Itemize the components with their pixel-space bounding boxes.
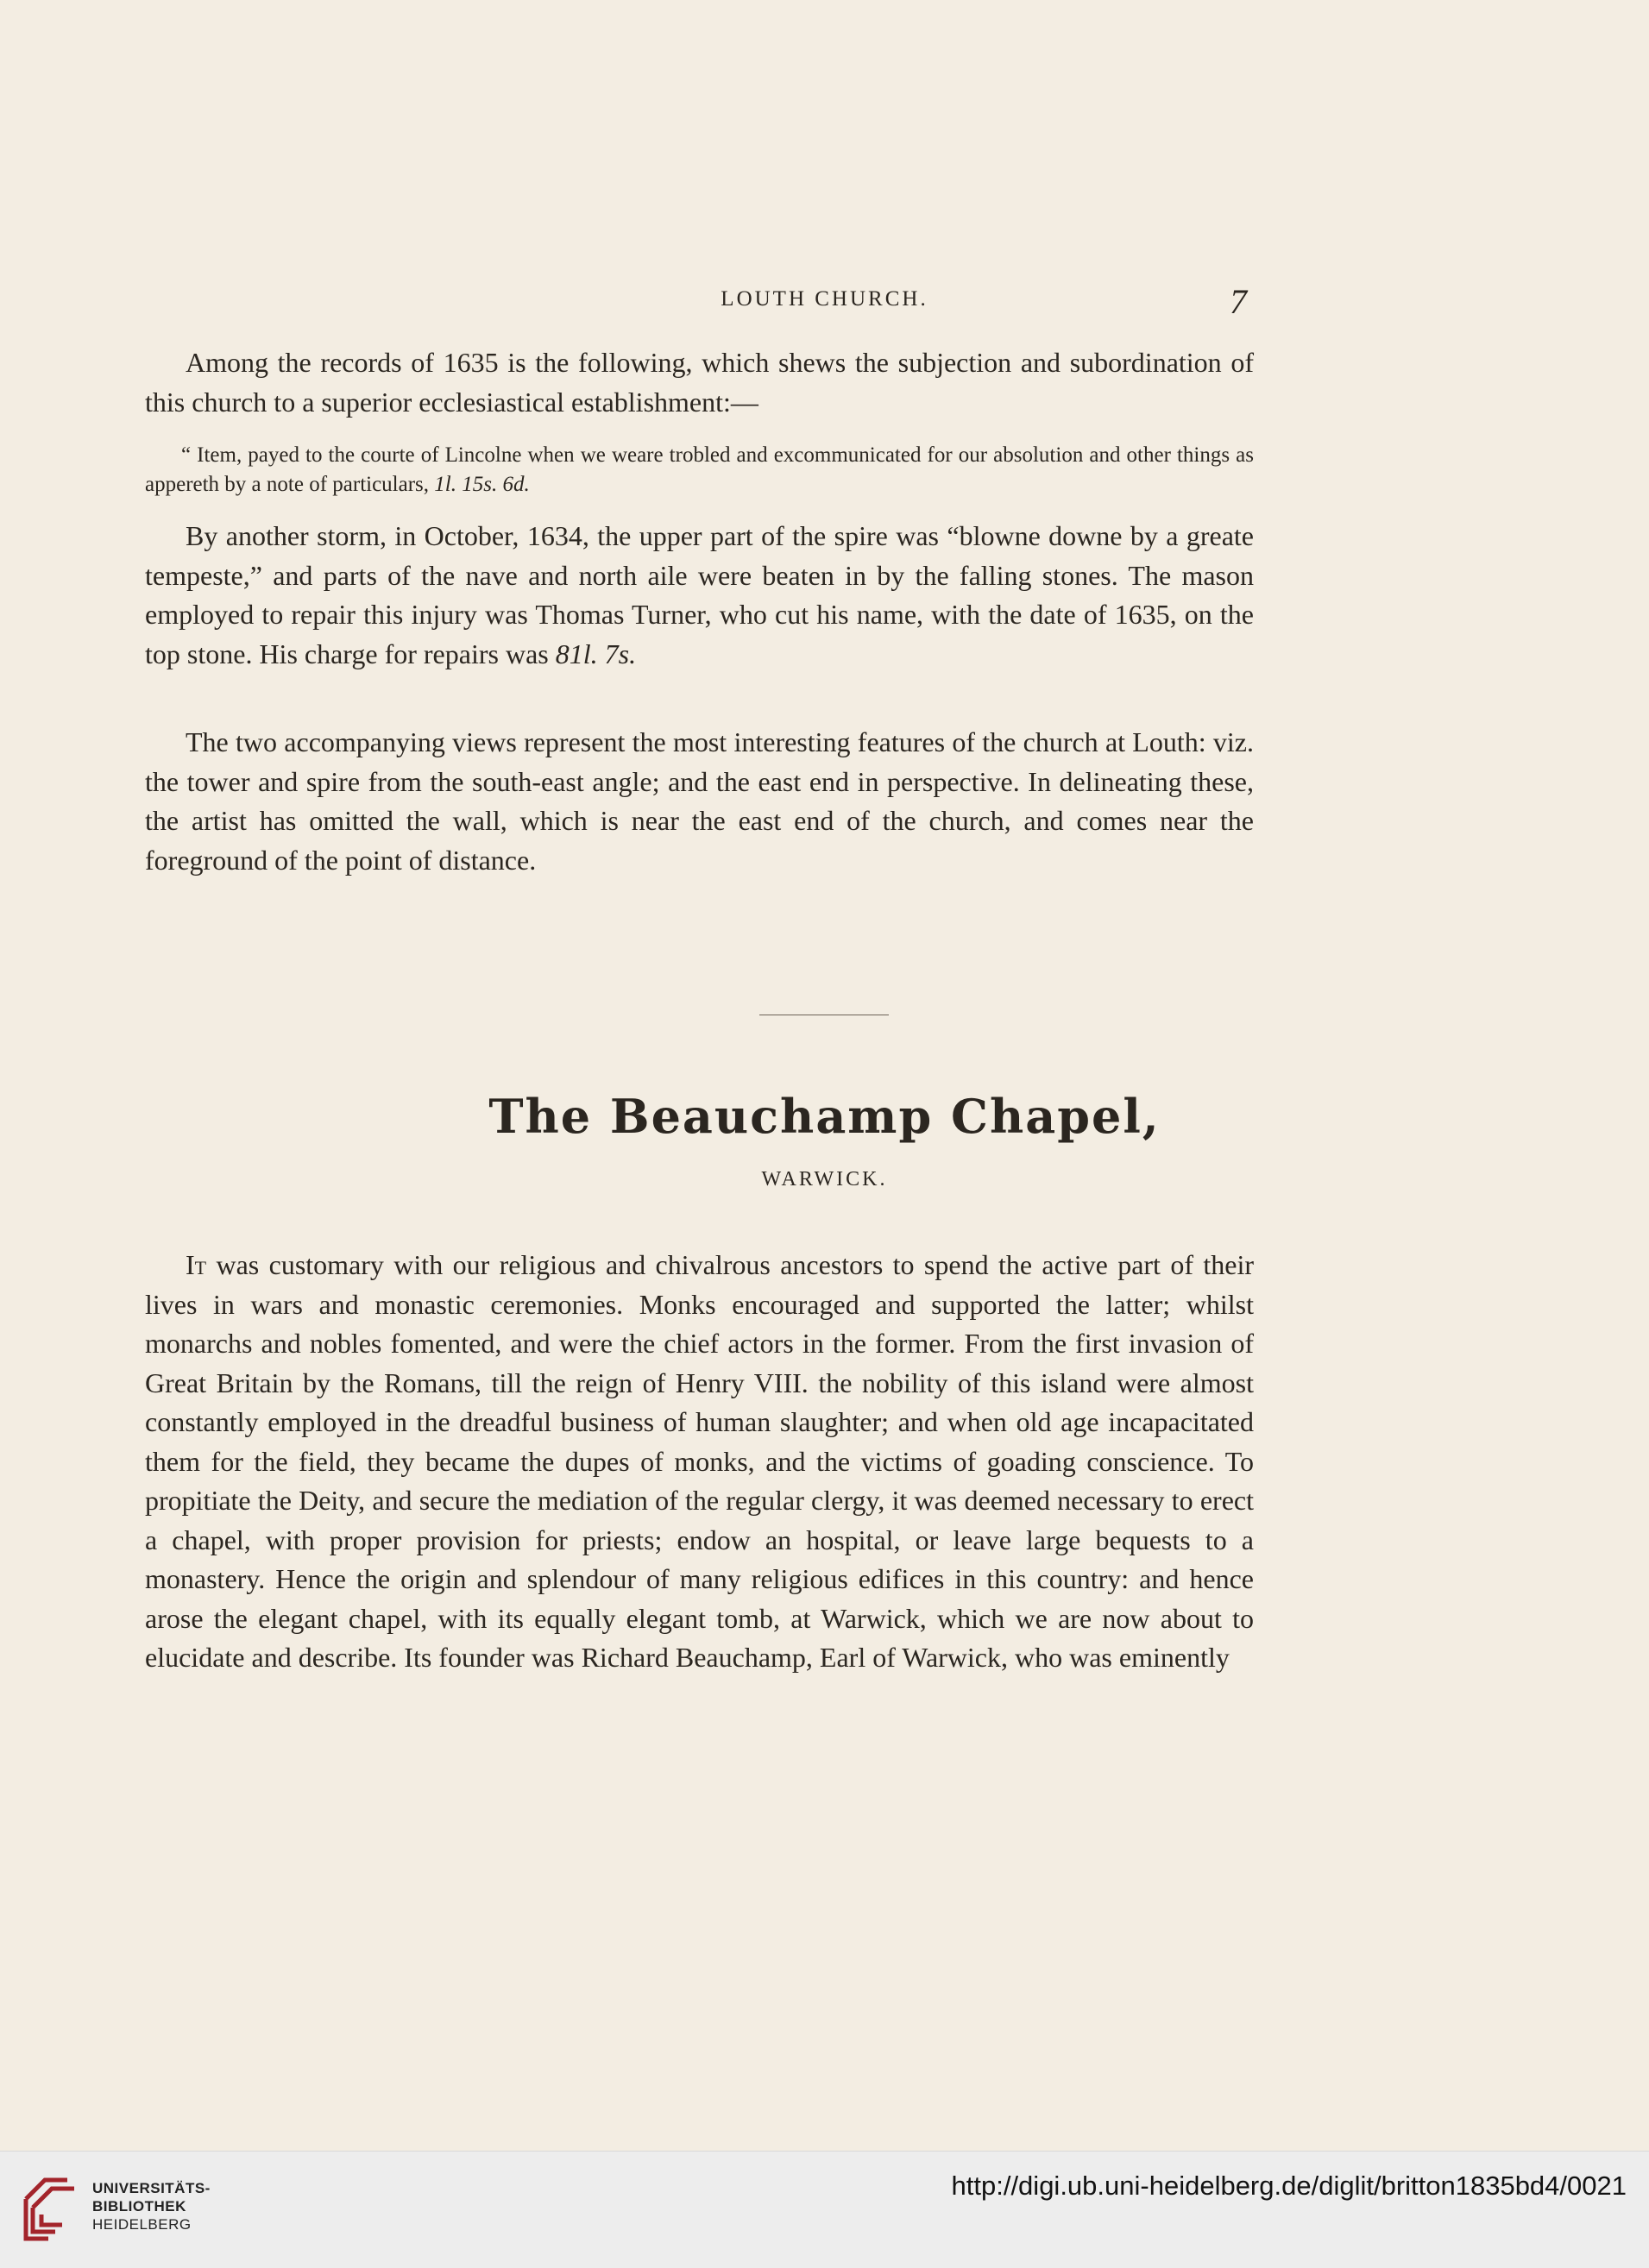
- paragraph-records: Among the records of 1635 is the following, which shews the subjection and subordination of this church to a superior ecclesiastical establishment:—: [145, 347, 1254, 418]
- paragraph-storm-amount: 81l. 7s.: [555, 638, 637, 669]
- library-name-line1: UNIVERSITÄTS-: [92, 2180, 211, 2196]
- section-title: The Beauchamp Chapel,: [488, 1089, 1161, 1144]
- page-number: 7: [1230, 282, 1247, 321]
- paragraph-views: The two accompanying views represent the most interesting features of the church at Louth: viz. the tower and spire from the south-east angle; and the east end in perspective. In delineating these, the artist has omitted the wall, which is near the east end of the church, and comes near the foreground of the point of distance.: [145, 726, 1254, 876]
- library-name: [92, 2179, 211, 2233]
- source-url-link[interactable]: http://digi.ub.uni-heidelberg.de/diglit/britton1835bd4/0021: [951, 2171, 1627, 2201]
- paragraph-chapel: [145, 1246, 1254, 1678]
- library-name-line3: HEIDELBERG: [92, 2216, 192, 2233]
- paragraph-chapel-text: was customary with our religious and chivalrous ancestors to spend the active part of their lives in wars and monastic ceremonies. Monks encouraged and supported the latter; whilst monarchs and nobles fomented, and were the chief actors in the former. From the first invasion of Great Britain by the Romans, till the reign of Henry VIII. the nobility of this island were almost constantly employed in the dreadful business of human slaughter; and when old age incapacitated them for the field, they became the dupes of monks, and the victims of goading conscience. To propitiate the Deity, and secure the mediation of the regular clergy, it was deemed necessary to erect a chapel, with proper provision for priests; endow an hospital, or leave large bequests to a monastery. Hence the origin and splendour of many religious edifices in this country: and hence arose the elegant chapel, with its equally elegant tomb, at Warwick, which we are now about to elucidate and describe. Its founder was Richard Beauchamp, Earl of Warwick, who was eminently: [145, 1249, 1254, 1673]
- quotation-amount: 1l. 15s. 6d.: [434, 473, 530, 496]
- library-logo-icon: [19, 2173, 83, 2246]
- paragraph-chapel-lead: It: [186, 1249, 207, 1280]
- quotation-text: “ Item, payed to the courte of Lincolne when we weare trobled and excommunicated for our absolution and other things as appereth by a note of particulars,: [145, 443, 1254, 496]
- quotation-item: [145, 441, 1254, 499]
- paragraph-storm: [145, 517, 1254, 674]
- running-title: LOUTH CHURCH.: [721, 287, 928, 311]
- library-name-line2: BIBLIOTHEK: [92, 2198, 186, 2215]
- section-subtitle: WARWICK.: [761, 1168, 888, 1191]
- footer-bar: [0, 2151, 1649, 2268]
- paragraph-storm-text: By another storm, in October, 1634, the upper part of the spire was “blowne downe by a greate tempeste,” and parts of the nave and north aile were beaten in by the falling stones. The mason employed to repair this injury was Thomas Turner, who cut his name, with the date of 1635, on the top stone. His charge for repairs was: [145, 520, 1254, 669]
